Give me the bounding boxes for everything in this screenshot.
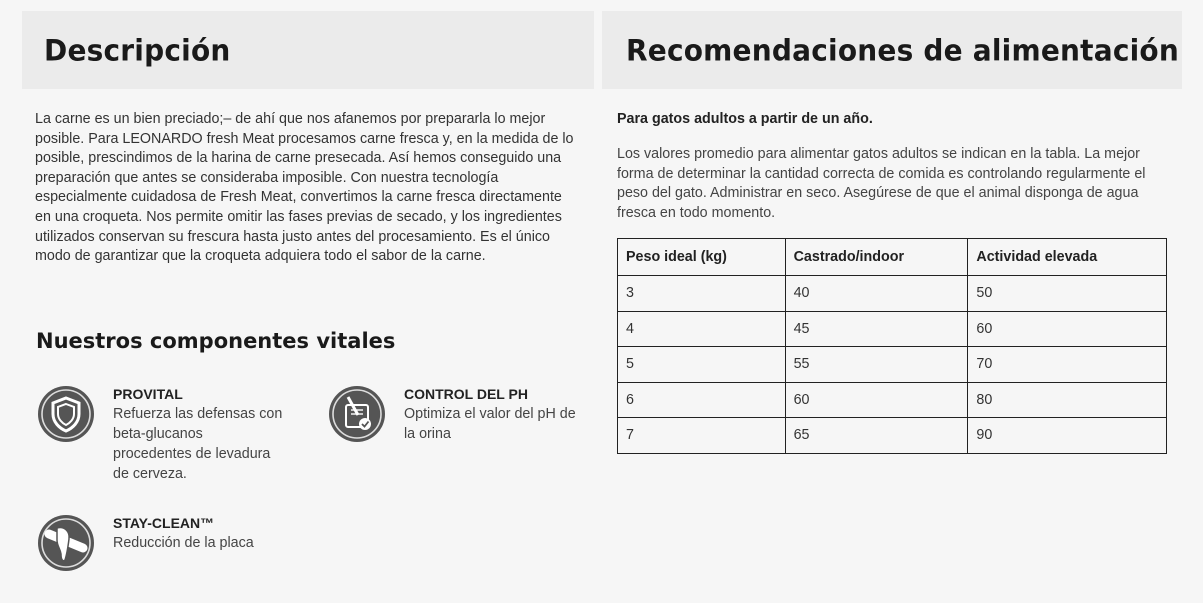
table-row xyxy=(618,382,1167,418)
table-cell: 65 xyxy=(785,418,968,454)
component-body: Reducción de la placa xyxy=(113,535,254,551)
table-cell: 80 xyxy=(968,382,1167,418)
table-cell: 60 xyxy=(785,382,968,418)
table-cell: 4 xyxy=(618,311,786,347)
component-title: CONTROL DEL PH xyxy=(404,386,528,402)
table-cell: 40 xyxy=(785,276,968,312)
table-row xyxy=(618,347,1167,383)
description-header xyxy=(22,11,594,89)
component-stay-clean xyxy=(37,514,254,572)
table-header-cell: Actividad elevada xyxy=(968,239,1167,276)
component-provital xyxy=(37,385,283,484)
table-cell: 45 xyxy=(785,311,968,347)
table-row xyxy=(618,276,1167,312)
table-cell: 90 xyxy=(968,418,1167,454)
table-cell: 7 xyxy=(618,418,786,454)
component-title: PROVITAL xyxy=(113,386,183,402)
table-cell: 50 xyxy=(968,276,1167,312)
feeding-column xyxy=(602,11,1182,444)
description-column xyxy=(22,11,594,551)
description-text: La carne es un bien preciado;– de ahí que nos afanemos por prepararla lo mejor posible. Para LEONARDO fresh Meat procesamos carne fresca y, en la medida de lo posible, prescindimos de la harina de carne presecada. Así hemos conseguido una preparación que antes se consideraba imposible. Con nuestra tecnología especialmente cuidadosa de Fresh Meat, convertimos la carne fresca directamente en una croqueta. Nos permite omitir las fases previas de secado, y los ingredientes utilizados conservan su frescura hasta justo antes del procesamiento. Es el único modo de garantizar que la croqueta adquiera todo el sabor de la carne. xyxy=(35,111,574,265)
table-header-row xyxy=(618,239,1167,276)
table-cell: 6 xyxy=(618,382,786,418)
table-cell: 3 xyxy=(618,276,786,312)
component-body: Refuerza las defensas con beta-glucanos procedentes de levadura de cerveza. xyxy=(113,406,283,482)
shield-icon xyxy=(37,385,95,443)
feeding-header xyxy=(602,11,1182,89)
table-cell: 55 xyxy=(785,347,968,383)
component-title: STAY-CLEAN™ xyxy=(113,515,215,531)
table-row xyxy=(618,418,1167,454)
feeding-table xyxy=(617,238,1167,454)
table-row xyxy=(618,311,1167,347)
feeding-heading: Recomendaciones de alimentación xyxy=(626,32,1180,68)
table-cell: 5 xyxy=(618,347,786,383)
table-cell: 70 xyxy=(968,347,1167,383)
tooth-brush-icon xyxy=(37,514,95,572)
feeding-subtitle: Para gatos adultos a partir de un año. xyxy=(617,111,873,127)
component-ph-control xyxy=(328,385,579,444)
table-cell: 60 xyxy=(968,311,1167,347)
components-heading: Nuestros componentes vitales xyxy=(36,329,396,353)
feeding-text: Los valores promedio para alimentar gatos adultos se indican en la tabla. La mejor forma de determinar la cantidad correcta de comida es controlando regularmente el peso del gato. Administrar en seco. Asegúrese de que el animal disponga de agua fresca en todo momento. xyxy=(617,146,1146,221)
table-header-cell: Peso ideal (kg) xyxy=(618,239,786,276)
table-header-cell: Castrado/indoor xyxy=(785,239,968,276)
component-body: Optimiza el valor del pH de la orina xyxy=(404,406,576,442)
description-heading: Descripción xyxy=(44,32,231,68)
ph-test-icon xyxy=(328,385,386,443)
